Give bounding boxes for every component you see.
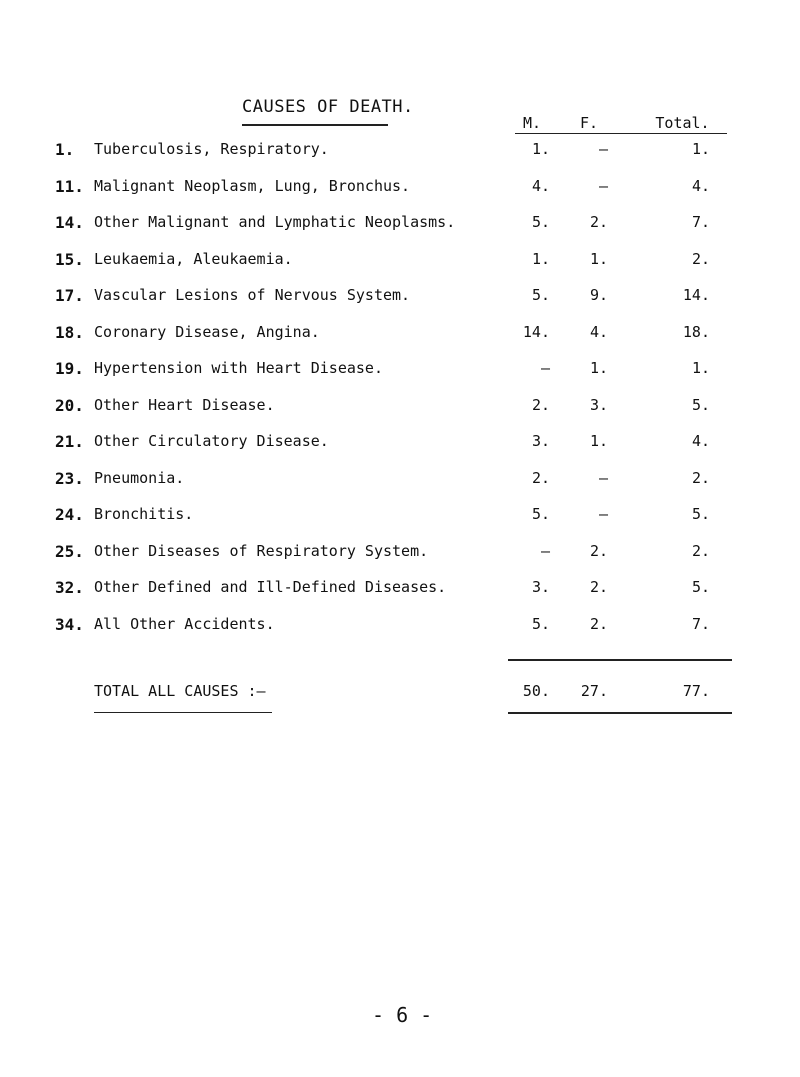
row-number: 14. bbox=[55, 213, 84, 232]
cause-name: Other Defined and Ill-Defined Diseases. bbox=[94, 578, 447, 596]
totals-male: 50. bbox=[522, 682, 550, 700]
total-count: 5. bbox=[691, 396, 710, 414]
cause-name: Malignant Neoplasm, Lung, Bronchus. bbox=[94, 177, 411, 195]
total-count: 7. bbox=[691, 213, 710, 231]
total-count: 14. bbox=[682, 286, 710, 304]
column-header-male: M. bbox=[522, 114, 542, 132]
total-count: 2. bbox=[691, 542, 710, 560]
female-count: 4. bbox=[589, 323, 608, 341]
row-number: 24. bbox=[55, 505, 84, 524]
table-row bbox=[0, 286, 800, 310]
total-count: 1. bbox=[691, 359, 710, 377]
table-row bbox=[0, 140, 800, 164]
total-count: 4. bbox=[691, 432, 710, 450]
row-number: 23. bbox=[55, 469, 84, 488]
male-count: 1. bbox=[531, 250, 550, 268]
male-count: 3. bbox=[531, 578, 550, 596]
column-header-female: F. bbox=[579, 114, 599, 132]
cause-name: Leukaemia, Aleukaemia. bbox=[94, 250, 293, 268]
row-number: 32. bbox=[55, 578, 84, 597]
female-count: 2. bbox=[589, 213, 608, 231]
male-count: 5. bbox=[531, 615, 550, 633]
row-number: 25. bbox=[55, 542, 84, 561]
male-count: 4. bbox=[531, 177, 550, 195]
female-count: 1. bbox=[589, 432, 608, 450]
female-count: – bbox=[598, 140, 608, 158]
cause-name: Other Malignant and Lymphatic Neoplasms. bbox=[94, 213, 456, 231]
table-row bbox=[0, 542, 800, 566]
totals-rule-top bbox=[508, 659, 732, 661]
row-number: 20. bbox=[55, 396, 84, 415]
totals-rule-right bbox=[508, 712, 732, 714]
page-title: CAUSES OF DEATH. bbox=[242, 97, 414, 117]
female-count: 1. bbox=[589, 359, 608, 377]
table-row bbox=[0, 469, 800, 493]
totals-rule-left bbox=[94, 712, 272, 713]
cause-name: Other Diseases of Respiratory System. bbox=[94, 542, 429, 560]
male-count: 3. bbox=[531, 432, 550, 450]
male-count: 2. bbox=[531, 396, 550, 414]
male-count: 5. bbox=[531, 213, 550, 231]
cause-name: Other Heart Disease. bbox=[94, 396, 275, 414]
total-count: 18. bbox=[682, 323, 710, 341]
total-count: 4. bbox=[691, 177, 710, 195]
table-row bbox=[0, 505, 800, 529]
totals-total: 77. bbox=[682, 682, 710, 700]
table-row bbox=[0, 250, 800, 274]
male-count: 14. bbox=[522, 323, 550, 341]
row-number: 11. bbox=[55, 177, 84, 196]
cause-name: Pneumonia. bbox=[94, 469, 185, 487]
table-row bbox=[0, 615, 800, 639]
column-header-total: Total. bbox=[655, 114, 710, 132]
male-count: 1. bbox=[531, 140, 550, 158]
row-number: 21. bbox=[55, 432, 84, 451]
table-row bbox=[0, 432, 800, 456]
title-underline bbox=[242, 124, 388, 126]
header-underline bbox=[515, 133, 727, 134]
total-count: 7. bbox=[691, 615, 710, 633]
cause-name: Other Circulatory Disease. bbox=[94, 432, 329, 450]
male-count: – bbox=[540, 359, 550, 377]
row-number: 15. bbox=[55, 250, 84, 269]
totals-label: TOTAL ALL CAUSES :— bbox=[94, 682, 266, 700]
female-count: – bbox=[598, 469, 608, 487]
total-count: 1. bbox=[691, 140, 710, 158]
table-row bbox=[0, 578, 800, 602]
female-count: 9. bbox=[589, 286, 608, 304]
total-count: 2. bbox=[691, 250, 710, 268]
male-count: – bbox=[540, 542, 550, 560]
table-row bbox=[0, 359, 800, 383]
cause-name: Tuberculosis, Respiratory. bbox=[94, 140, 329, 158]
female-count: – bbox=[598, 177, 608, 195]
row-number: 34. bbox=[55, 615, 84, 634]
cause-name: Coronary Disease, Angina. bbox=[94, 323, 320, 341]
total-count: 5. bbox=[691, 578, 710, 596]
female-count: 3. bbox=[589, 396, 608, 414]
table-row bbox=[0, 213, 800, 237]
row-number: 17. bbox=[55, 286, 84, 305]
row-number: 18. bbox=[55, 323, 84, 342]
female-count: 2. bbox=[589, 542, 608, 560]
cause-name: All Other Accidents. bbox=[94, 615, 275, 633]
row-number: 1. bbox=[55, 140, 75, 159]
female-count: 2. bbox=[589, 615, 608, 633]
totals-female: 27. bbox=[580, 682, 608, 700]
totals-row bbox=[0, 682, 800, 706]
total-count: 5. bbox=[691, 505, 710, 523]
male-count: 5. bbox=[531, 505, 550, 523]
female-count: 1. bbox=[589, 250, 608, 268]
male-count: 5. bbox=[531, 286, 550, 304]
table-row bbox=[0, 396, 800, 420]
page-number: - 6 - bbox=[372, 1003, 433, 1027]
table-row bbox=[0, 177, 800, 201]
male-count: 2. bbox=[531, 469, 550, 487]
female-count: 2. bbox=[589, 578, 608, 596]
row-number: 19. bbox=[55, 359, 84, 378]
table-row bbox=[0, 323, 800, 347]
cause-name: Bronchitis. bbox=[94, 505, 194, 523]
cause-name: Vascular Lesions of Nervous System. bbox=[94, 286, 411, 304]
total-count: 2. bbox=[691, 469, 710, 487]
female-count: – bbox=[598, 505, 608, 523]
cause-name: Hypertension with Heart Disease. bbox=[94, 359, 383, 377]
